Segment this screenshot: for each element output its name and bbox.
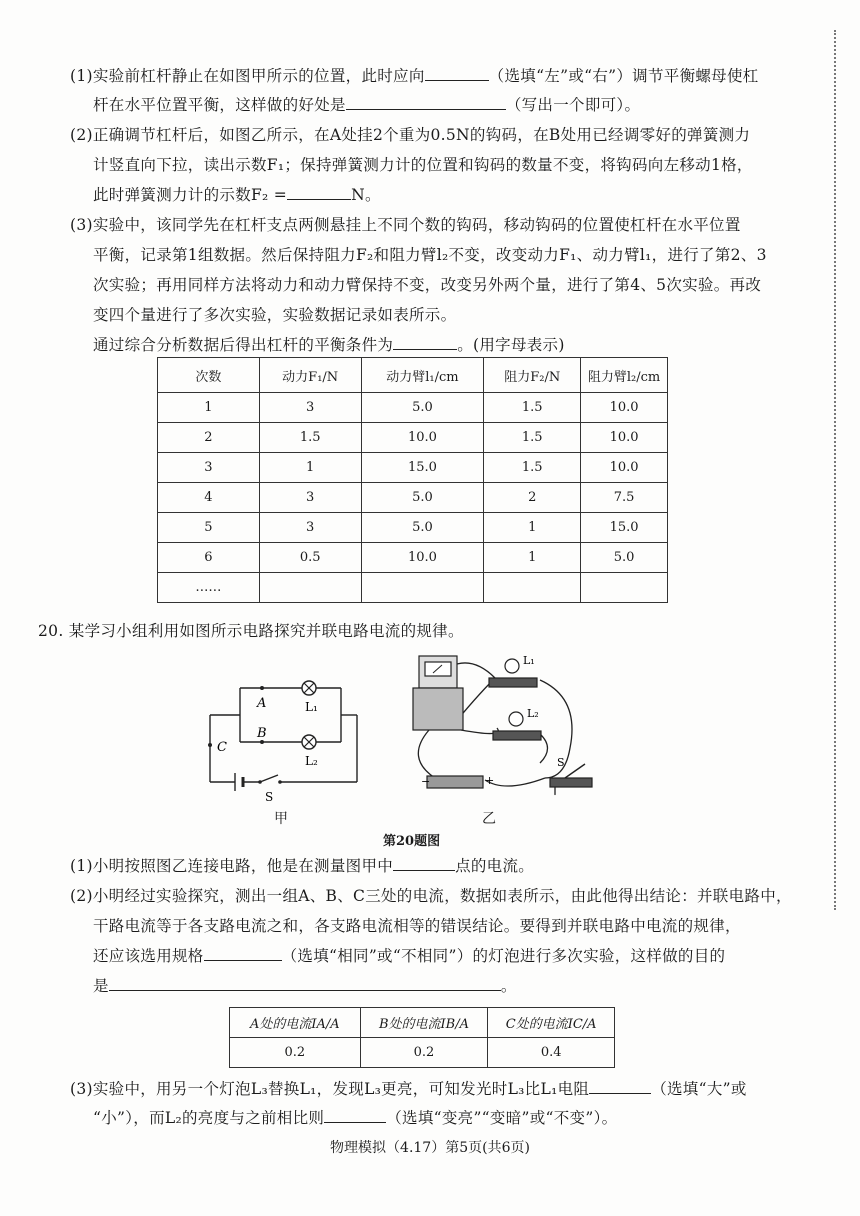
q19-part2-line3: 此时弹簧测力计的示数F₂ = N。 — [93, 182, 381, 208]
node-c-dot — [208, 743, 212, 747]
switch-contact-dot — [278, 780, 282, 784]
table-cell: 1 — [158, 393, 260, 423]
table-header-cell: 动力F₁/N — [259, 358, 361, 393]
table-cell — [484, 573, 581, 603]
q20-part2-line4: 是 。 — [93, 973, 517, 999]
table-cell: 5.0 — [581, 543, 668, 573]
table-cell: 0.5 — [259, 543, 361, 573]
switch-contact-dot — [258, 780, 262, 784]
table-cell: 10.0 — [361, 543, 484, 573]
table-cell: 1.5 — [484, 423, 581, 453]
q20-part1: (1)小明按照图乙连接电路，他是在测量图甲中 点的电流。 — [70, 853, 534, 879]
table-cell — [259, 573, 361, 603]
q20-part3-line1: (3)实验中，用另一个灯泡L₃替换L₁，发现L₃更亮，可知发光时L₃比L₁电阻 （选填“大”或 — [70, 1076, 747, 1102]
label-jia: 甲 — [274, 811, 288, 827]
table-cell: 10.0 — [361, 423, 484, 453]
q20-stem: 20. 某学习小组利用如图所示电路探究并联电路电流的规律。 — [38, 622, 464, 640]
svg-text:+: + — [485, 774, 495, 787]
table-header-cell: 阻力臂l₂/cm — [581, 358, 668, 393]
answer-blank[interactable] — [287, 183, 351, 200]
table-cell: 1 — [484, 543, 581, 573]
switch-board — [550, 778, 592, 787]
table-cell: 15.0 — [361, 453, 484, 483]
table-cell: 2 — [158, 423, 260, 453]
table-cell: …… — [158, 573, 260, 603]
q19-part3-line2: 平衡，记录第1组数据。然后保持阻力F₂和阻力臂l₂不变，改变动力F₁、动力臂l₁，进行了第2、3 — [93, 246, 767, 264]
header-ic: C处的电流IC/A — [488, 1008, 615, 1038]
table-header-cell: 次数 — [158, 358, 260, 393]
table-row — [158, 453, 668, 483]
q20-part2-line2: 干路电流等于各支路电流之和，各支路电流相等的错误结论。要得到并联电路中电流的规律， — [93, 917, 741, 935]
table-row — [158, 543, 668, 573]
answer-blank[interactable] — [425, 64, 489, 81]
binding-dotted-line — [834, 30, 836, 910]
value-ib: 0.2 — [360, 1038, 488, 1068]
answer-blank[interactable] — [109, 974, 501, 991]
q20-part3-line2: “小”），而L₂的亮度与之前相比则 （选填“变亮”“变暗”或“不变”）。 — [93, 1105, 617, 1131]
table-row — [158, 573, 668, 603]
svg-text:−: − — [421, 775, 431, 788]
table-cell: 6 — [158, 543, 260, 573]
table-cell: 2 — [484, 483, 581, 513]
table-cell: 3 — [158, 453, 260, 483]
label-l2-yi: L₂ — [527, 707, 539, 720]
table-cell: 10.0 — [581, 423, 668, 453]
table-cell — [581, 573, 668, 603]
q19-part3-line4: 变四个量进行了多次实验，实验数据记录如表所示。 — [93, 306, 457, 324]
table-cell: 15.0 — [581, 513, 668, 543]
q19-part1-line2: 杆在水平位置平衡，这样做的好处是 （写出一个即可）。 — [93, 92, 640, 118]
label-a: A — [257, 696, 267, 711]
label-yi: 乙 — [482, 811, 496, 827]
answer-blank[interactable] — [204, 944, 282, 961]
value-ia: 0.2 — [230, 1038, 361, 1068]
table-row — [158, 393, 668, 423]
q19-part3-line1: (3)实验中，该同学先在杠杆支点两侧悬挂上不同个数的钩码，移动钩码的位置使杠杆在水平位置 — [70, 216, 741, 234]
label-s-yi: S — [557, 756, 565, 769]
figure-caption: 第20题图 — [383, 834, 441, 849]
table-cell: 7.5 — [581, 483, 668, 513]
table-cell: 10.0 — [581, 393, 668, 423]
table-cell: 4 — [158, 483, 260, 513]
table-row — [158, 423, 668, 453]
label-l1: L₁ — [305, 700, 318, 714]
value-ic: 0.4 — [488, 1038, 615, 1068]
lamp-l1-board — [489, 678, 537, 687]
battery-holder — [427, 776, 483, 788]
table-cell: 3 — [259, 393, 361, 423]
table-cell: 5.0 — [361, 393, 484, 423]
label-b: B — [257, 726, 267, 741]
node-a-dot — [260, 686, 264, 690]
table-cell: 1.5 — [484, 453, 581, 483]
q19-part1-line1: (1)实验前杠杆静止在如图甲所示的位置，此时应向 （选填“左”或“右”）调节平衡螺母使杠 — [70, 63, 759, 89]
table-cell: 1 — [259, 453, 361, 483]
current-data-table — [229, 1007, 615, 1068]
answer-blank[interactable] — [324, 1106, 386, 1123]
answer-blank[interactable] — [589, 1077, 651, 1094]
table-header-row — [158, 358, 668, 393]
answer-blank[interactable] — [393, 333, 457, 350]
label-l1-yi: L₁ — [523, 654, 535, 667]
ammeter-base — [413, 688, 463, 730]
table-cell: 3 — [259, 513, 361, 543]
label-s: S — [265, 790, 274, 804]
table-cell: 1.5 — [484, 393, 581, 423]
q20-part2-line3: 还应该选用规格 （选填“相同”或“不相同”）的灯泡进行多次实验，这样做的目的 — [93, 943, 725, 969]
circuit-photo-yi — [405, 638, 630, 818]
q19-part2-line1: (2)正确调节杠杆后，如图乙所示，在A处挂2个重为0.5N的钩码，在B处用已经调零好的弹簧测力 — [70, 126, 751, 144]
table-header-cell: 动力臂l₁/cm — [361, 358, 484, 393]
page-footer: 物理模拟（4.17）第5页(共6页) — [330, 1140, 530, 1156]
q19-part3-line3: 次实验；再用同样方法将动力和动力臂保持不变，改变另外两个量，进行了第4、5次实验。再改 — [93, 276, 762, 294]
table-cell: 5.0 — [361, 483, 484, 513]
table-cell: 5.0 — [361, 513, 484, 543]
table-cell: 10.0 — [581, 453, 668, 483]
answer-blank[interactable] — [346, 93, 506, 110]
header-ia: A处的电流IA/A — [230, 1008, 361, 1038]
table-cell — [361, 573, 484, 603]
q19-part3-line5: 通过综合分析数据后得出杠杆的平衡条件为 。(用字母表示) — [93, 332, 565, 358]
label-l2: L₂ — [305, 754, 318, 768]
circuit-diagram-jia — [205, 665, 365, 825]
table-cell: 1 — [484, 513, 581, 543]
lamp-l1-bulb — [505, 659, 519, 673]
label-c: C — [217, 740, 227, 755]
lamp-l2-board — [493, 731, 541, 740]
table-cell: 1.5 — [259, 423, 361, 453]
table-cell: 5 — [158, 513, 260, 543]
lever-data-table — [157, 357, 668, 603]
table-cell: 3 — [259, 483, 361, 513]
table-row — [158, 483, 668, 513]
answer-blank[interactable] — [393, 854, 455, 871]
q19-part2-line2: 计竖直向下拉，读出示数F₁；保持弹簧测力计的位置和钩码的数量不变，将钩码向左移动1格， — [93, 156, 753, 174]
table-header-cell: 阻力F₂/N — [484, 358, 581, 393]
header-ib: B处的电流IB/A — [360, 1008, 488, 1038]
lamp-l2-bulb — [509, 712, 523, 726]
q20-part2-line1: (2)小明经过实验探究，测出一组A、B、C三处的电流，数据如表所示，由此他得出结论：并联电路中， — [70, 887, 792, 905]
table-row — [158, 513, 668, 543]
